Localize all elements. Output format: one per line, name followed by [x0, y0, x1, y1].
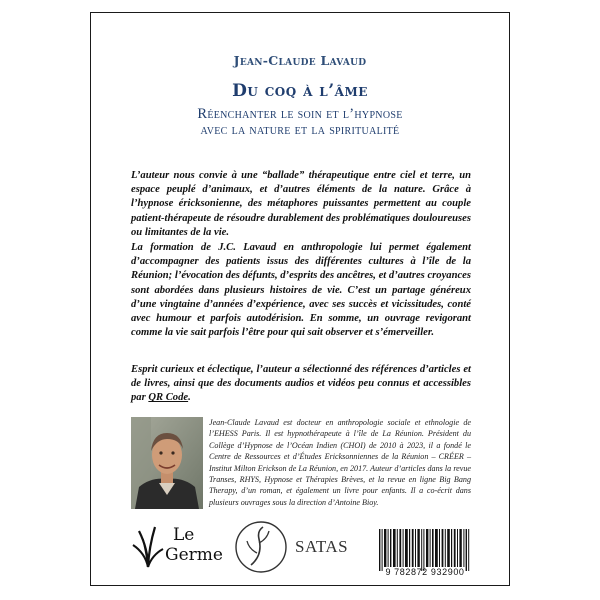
- blurb-paragraph-2: La formation de J.C. Lavaud en anthropologie lui permet également d’accompagner des patients issus des différentes cultures à l’île de la Réunion; l’évocation des défunts, d’esprits des ancêtres, et d’autres croyances sont abordées dans plusieurs histoires de vie. C’est un partage généreux d’une vingtaine d’années d’expérience, avec ses succès et vicissitudes, conté avec humour et parfois autodérision. En somme, un ouvrage revigorant comme la vie sait parfois l’être pour qui sait observer et s’émerveiller.: [131, 242, 471, 339]
- qr-code-link: QR Code: [148, 392, 189, 404]
- author-photo: [131, 417, 203, 509]
- le-germe-logo: [131, 523, 231, 573]
- author-portrait-image: [131, 417, 203, 509]
- subtitle-line-2: avec la nature et la spiritualité: [200, 122, 400, 138]
- blurb-paragraph-3: [131, 363, 471, 406]
- author-name: Jean-Claude Lavaud: [233, 53, 367, 68]
- satas-logo-text: SATAS: [295, 537, 349, 556]
- author-biography: Jean-Claude Lavaud est docteur en anthropologie sociale et ethnologie de l’EHESS Paris. Il est hypnothérapeute à l’île de La Réunion. Président du Collège d’Hypnose de l’Océan Indien (CHOI) de 2010 à 2023, il a fondé le Centre de Ressources et d’Études Ericksonniennes de la Réunion – CRÉER – Institut Milton Erickson de La Réunion, en 2017. Auteur d’articles dans la revue Transes, RHYS, Hypnose et Thérapies Brèves, et la revue en ligne Big Bang Therapy, d’un roman, et également un livre pour enfants. Il a co-écrit dans plusieurs ouvrages sous la direction d’Antoine Bioy.: [209, 418, 471, 507]
- satas-emblem-icon: [233, 519, 289, 575]
- blurb-paragraph-3-end: .: [188, 392, 191, 404]
- le-germe-logo-line-1: Le: [173, 525, 195, 545]
- book-title: Du coq à l’âme: [232, 81, 368, 101]
- blurb-paragraph-3-text: Esprit curieux et éclectique, l’auteur a sélectionné des références d’articles et de livres, ainsi que des documents audios et vidéos peu connus et accessibles par: [131, 364, 471, 404]
- subtitle-line-1: Réenchanter le soin et l’hypnose: [197, 106, 403, 122]
- isbn-number: 9 782872 932900: [385, 567, 465, 577]
- book-back-cover: [90, 12, 510, 586]
- satas-logo: [233, 519, 353, 575]
- sprout-icon: [131, 523, 165, 569]
- blurb-paragraph-1: L’auteur nous convie à une “ballade” thérapeutique entre ciel et terre, un espace peuplé d’animaux, et d’autres éléments de la nature. Grâce à l’hypnose éricksonienne, des métaphores puissantes permettent au couple patient-thérapeute de résoudre durablement des problématiques douloureuses ou limitantes de la vie.: [131, 170, 471, 238]
- le-germe-logo-line-2: Germe: [165, 545, 223, 565]
- book-subtitle: [91, 106, 509, 138]
